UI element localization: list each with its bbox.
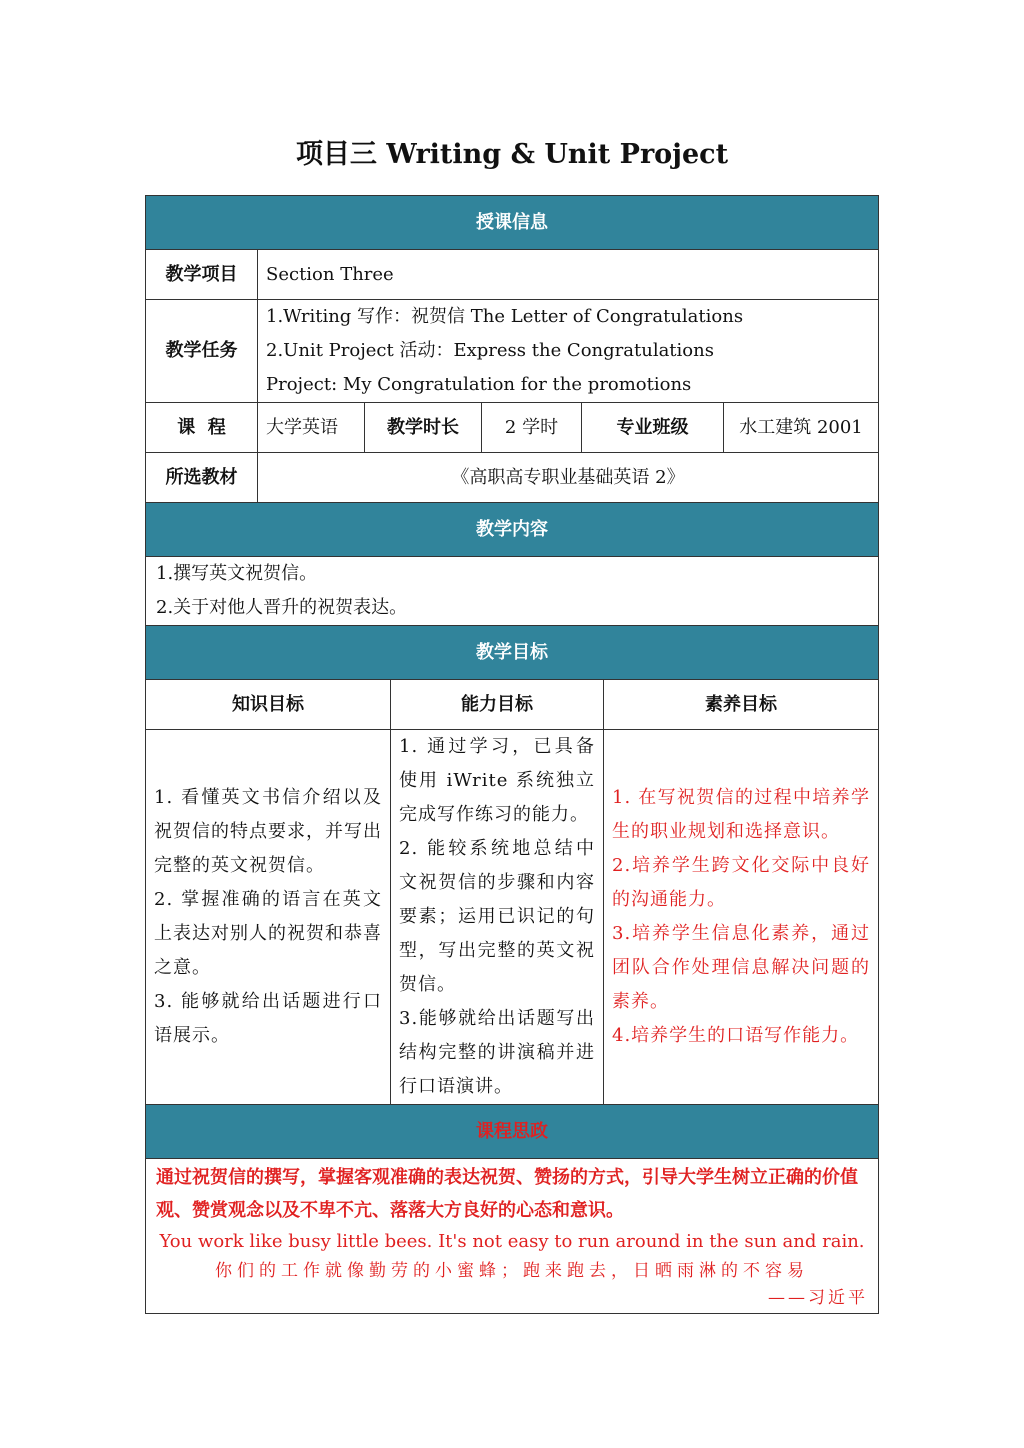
class-label: 专业班级: [582, 403, 724, 453]
ability-goals-header: 能力目标: [391, 680, 604, 730]
content-line-1: 1.撰写英文祝贺信。: [156, 563, 318, 584]
knowledge-goal-item: 1. 看懂英文书信介绍以及祝贺信的特点要求，并写出完整的英文祝贺信。: [154, 787, 382, 876]
task-line-3: Project: My Congratulation for the promotions: [266, 374, 692, 395]
lesson-plan-table: [145, 195, 879, 1314]
task-label: 教学任务: [146, 300, 258, 403]
quote-english: You work like busy little bees. It's not easy to run around in the sun and rain.: [159, 1231, 865, 1252]
content-section-header: [146, 503, 879, 557]
textbook-value: 《高职高专职业基础英语 2》: [258, 453, 879, 503]
ability-goal-item: 2. 能较系统地总结中文祝贺信的步骤和内容要素；运用已识记的句型，写出完整的英文祝贺信。: [399, 838, 595, 995]
textbook-row: [146, 453, 879, 503]
task-row: [146, 300, 879, 403]
ability-goal-item: 3.能够就给出话题写出结构完整的讲演稿并进行口语演讲。: [399, 1008, 595, 1097]
goals-body-row: [146, 730, 879, 1105]
ideology-row: [146, 1159, 879, 1314]
content-body: [146, 557, 879, 626]
task-value: [258, 300, 879, 403]
quote-author: ——习近平: [768, 1288, 868, 1308]
ideology-section-title: 课程思政: [146, 1105, 879, 1159]
course-row: [146, 403, 879, 453]
quality-goal-item: 4.培养学生的口语写作能力。: [612, 1025, 860, 1046]
duration-value: 2 学时: [482, 403, 582, 453]
quality-goals-cell: [604, 730, 879, 1105]
page-title: 项目三 Writing & Unit Project: [295, 139, 729, 170]
quality-goal-item: 1. 在写祝贺信的过程中培养学生的职业规划和选择意识。: [612, 787, 870, 842]
content-row: [146, 557, 879, 626]
knowledge-goal-item: 2. 掌握准确的语言在英文上表达对别人的祝贺和恭喜之意。: [154, 889, 382, 978]
goals-section-title: 教学目标: [146, 626, 879, 680]
textbook-label: 所选教材: [146, 453, 258, 503]
info-section-title: 授课信息: [146, 196, 879, 250]
task-line-1: 1.Writing 写作：祝贺信 The Letter of Congratulations: [266, 306, 744, 327]
ideology-text: 通过祝贺信的撰写，掌握客观准确的表达祝贺、赞扬的方式，引导大学生树立正确的价值观、赞赏观念以及不卑不亢、落落大方良好的心态和意识。: [156, 1167, 858, 1221]
ability-goals-cell: [391, 730, 604, 1105]
project-value: Section Three: [258, 250, 879, 300]
class-value: 水工建筑 2001: [724, 403, 879, 453]
ability-goal-item: 1. 通过学习，已具备使用 iWrite 系统独立完成写作练习的能力。: [399, 736, 595, 825]
ideology-body: [146, 1159, 879, 1314]
knowledge-goals-cell: [146, 730, 391, 1105]
quality-goal-item: 2.培养学生跨文化交际中良好的沟通能力。: [612, 855, 870, 910]
duration-label: 教学时长: [365, 403, 482, 453]
course-value: 大学英语: [258, 403, 365, 453]
project-label: 教学项目: [146, 250, 258, 300]
goals-header-row: [146, 680, 879, 730]
task-line-2: 2.Unit Project 活动：Express the Congratulations: [266, 340, 714, 361]
content-section-title: 教学内容: [146, 503, 879, 557]
goals-section-header: [146, 626, 879, 680]
info-section-header: [146, 196, 879, 250]
quote-chinese: 你们的工作就像勤劳的小蜜蜂；跑来跑去，日晒雨淋的不容易: [215, 1261, 809, 1281]
ideology-section-header: [146, 1105, 879, 1159]
quality-goal-item: 3.培养学生信息化素养，通过团队合作处理信息解决问题的素养。: [612, 923, 870, 1012]
content-line-2: 2.关于对他人晋升的祝贺表达。: [156, 597, 408, 618]
project-row: [146, 250, 879, 300]
knowledge-goals-header: 知识目标: [146, 680, 391, 730]
quality-goals-header: 素养目标: [604, 680, 879, 730]
knowledge-goal-item: 3. 能够就给出话题进行口语展示。: [154, 991, 382, 1046]
course-label: 课 程: [146, 403, 258, 453]
